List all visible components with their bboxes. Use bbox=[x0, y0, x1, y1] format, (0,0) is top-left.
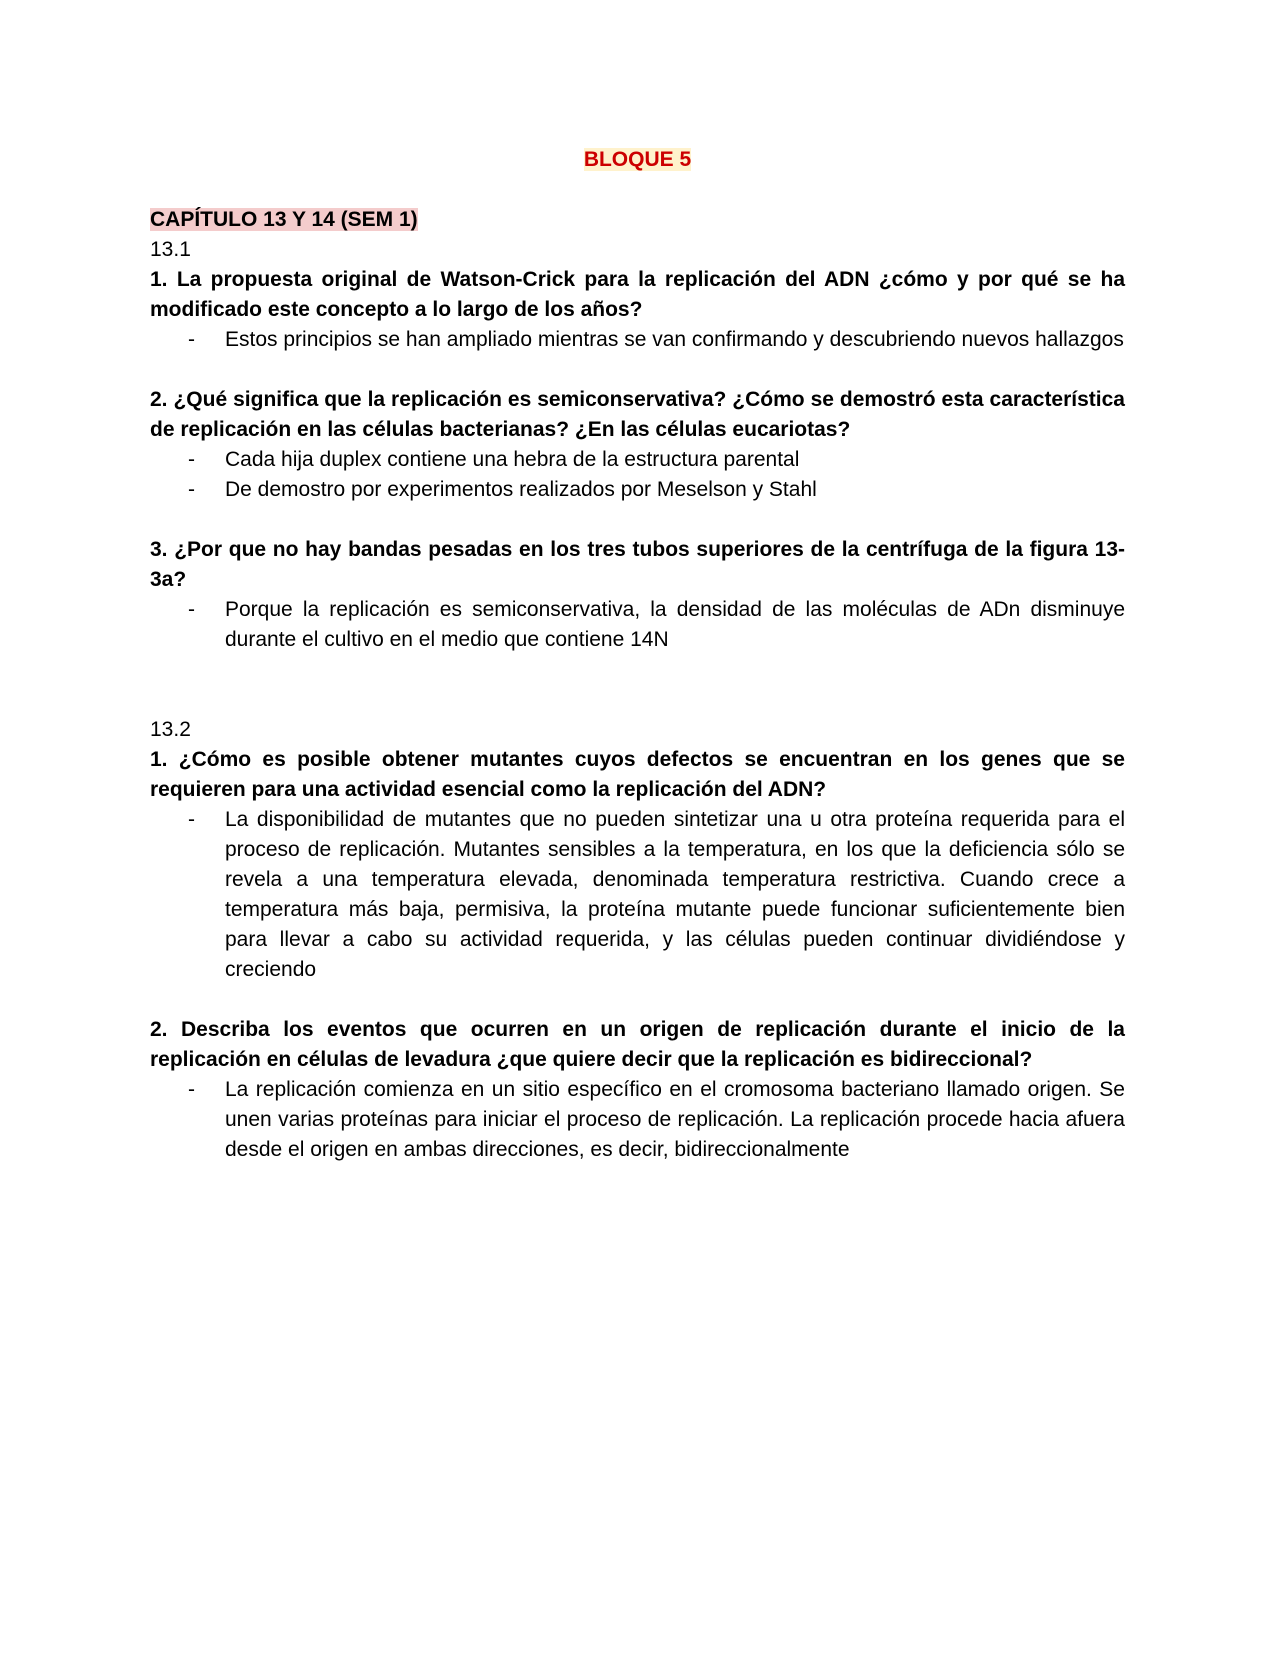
answer-list bbox=[150, 1075, 1125, 1165]
bullet-dash: - bbox=[188, 478, 195, 501]
question-text: 3. ¿Por que no hay bandas pesadas en los tres tubos superiores de la centrífuga de la figura 13-3a? bbox=[150, 538, 1125, 591]
answer-text: La replicación comienza en un sitio específico en el cromosoma bacteriano llamado origen. Se unen varias proteínas para iniciar el proceso de replicación. La replicación procede hacia afuera desde el origen en ambas direcciones, es decir, bidireccionalmente bbox=[225, 1078, 1125, 1161]
answer-text: De demostro por experimentos realizados por Meselson y Stahl bbox=[225, 478, 817, 501]
section-label: 13.1 bbox=[150, 238, 191, 261]
bullet-dash: - bbox=[188, 1078, 195, 1101]
question-text: 1. La propuesta original de Watson-Crick para la replicación del ADN ¿cómo y por qué se ha modificado este concepto a lo largo de los años? bbox=[150, 268, 1125, 321]
spacer bbox=[150, 355, 1125, 385]
bullet-dash: - bbox=[188, 808, 195, 831]
answer-text: La disponibilidad de mutantes que no pueden sintetizar una u otra proteína requerida para el proceso de replicación. Mutantes sensibles a la temperatura, en los que la deficiencia sólo se revela a una temperatura elevada, denominada temperatura restrictiva. Cuando crece a temperatura más baja, permisiva, la proteína mutante puede funcionar suficientemente bien para llevar a cabo su actividad requerida, y las células pueden continuar dividiéndose y creciendo bbox=[225, 808, 1125, 981]
question-text: 2. Describa los eventos que ocurren en un origen de replicación durante el inicio de la replicación en células de levadura ¿que quiere decir que la replicación es bidireccional? bbox=[150, 1018, 1125, 1071]
answer-text: Cada hija duplex contiene una hebra de la estructura parental bbox=[225, 448, 800, 471]
spacer bbox=[150, 985, 1125, 1015]
document-page bbox=[150, 145, 1125, 1165]
answer-item bbox=[150, 325, 1125, 355]
answer-list bbox=[150, 805, 1125, 985]
section-label: 13.2 bbox=[150, 718, 191, 741]
chapter-label: CAPÍTULO 13 Y 14 (SEM 1) bbox=[150, 208, 418, 231]
answer-text: Porque la replicación es semiconservativa, la densidad de las moléculas de ADn disminuye durante el cultivo en el medio que contiene 14N bbox=[225, 598, 1125, 651]
chapter-heading bbox=[150, 205, 1125, 235]
bullet-dash: - bbox=[188, 328, 195, 351]
answer-text: Estos principios se han ampliado mientras se van confirmando y descubriendo nuevos hallazgos bbox=[225, 328, 1124, 351]
answer-list bbox=[150, 595, 1125, 655]
answer-item bbox=[150, 1075, 1125, 1165]
question-text: 1. ¿Cómo es posible obtener mutantes cuyos defectos se encuentran en los genes que se requieren para una actividad esencial como la replicación del ADN? bbox=[150, 748, 1125, 801]
title-row bbox=[150, 145, 1125, 175]
answer-item bbox=[150, 805, 1125, 985]
spacer bbox=[150, 655, 1125, 715]
answer-list bbox=[150, 445, 1125, 505]
answer-item bbox=[150, 475, 1125, 505]
answer-item bbox=[150, 445, 1125, 475]
spacer bbox=[150, 505, 1125, 535]
question-text: 2. ¿Qué significa que la replicación es semiconservativa? ¿Cómo se demostró esta característica de replicación en las células bacterianas? ¿En las células eucariotas? bbox=[150, 388, 1125, 441]
document-title: BLOQUE 5 bbox=[583, 148, 692, 171]
bullet-dash: - bbox=[188, 448, 195, 471]
answer-list bbox=[150, 325, 1125, 355]
answer-item bbox=[150, 595, 1125, 655]
bullet-dash: - bbox=[188, 598, 195, 621]
